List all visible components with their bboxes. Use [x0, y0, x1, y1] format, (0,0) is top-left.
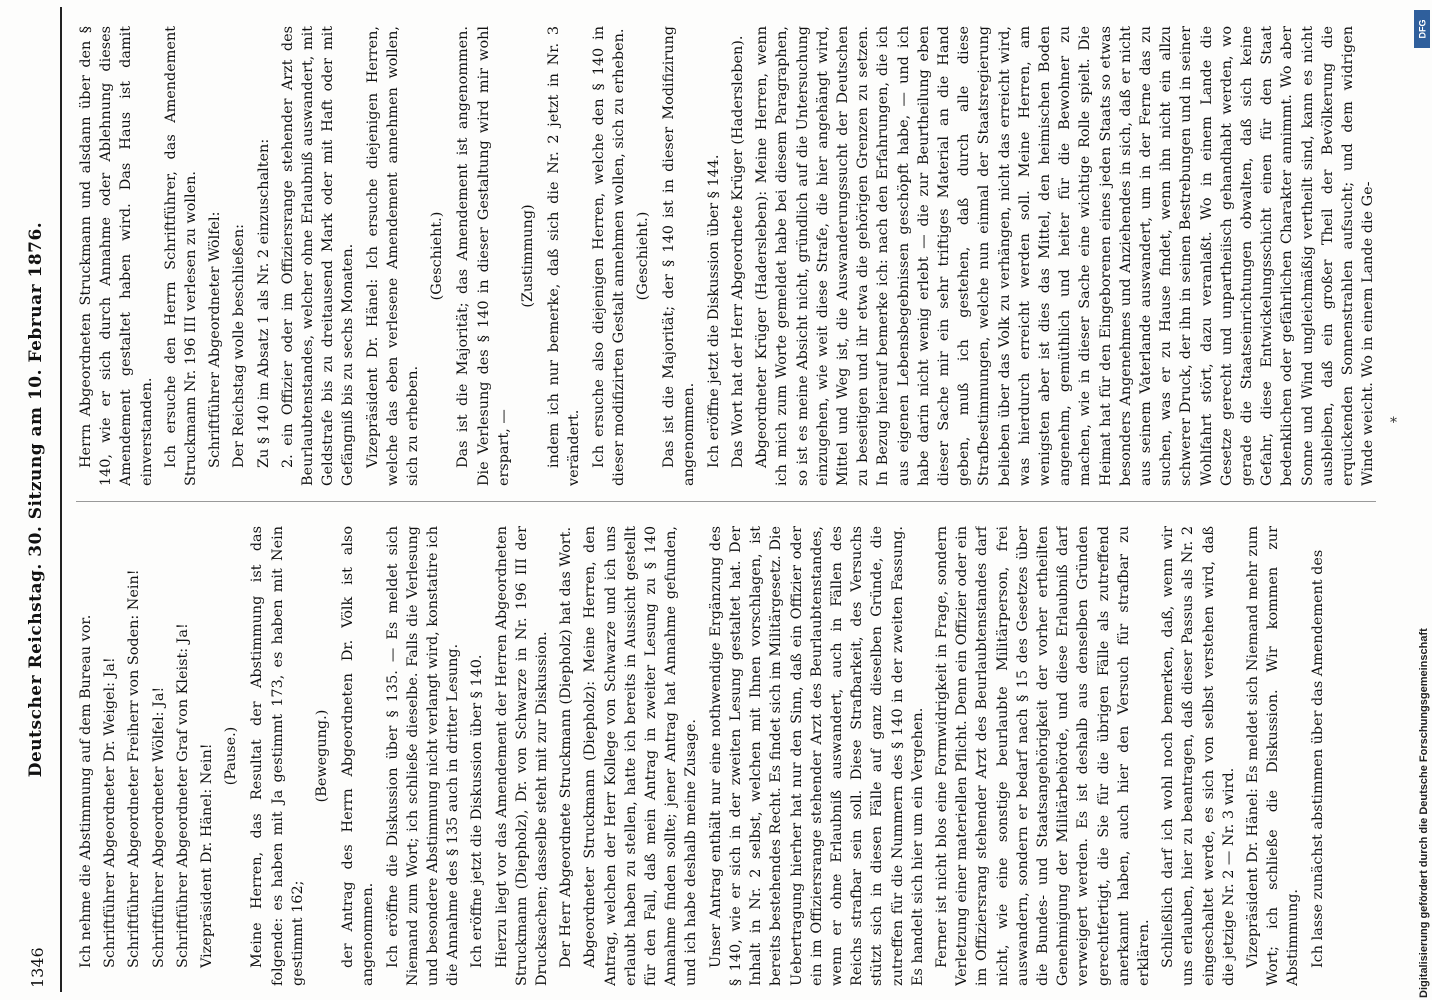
- paragraph: Hierzu liegt vor das Amendement der Herren Abgeordneten Struckmann (Diepholz), Dr. von Schwarze in Nr. 196 III der Drucksachen; dasselbe steht mit zur Diskussion.: [493, 526, 551, 986]
- stage-direction: (Geschieht.): [429, 211, 446, 301]
- paragraph: Unser Antrag enthält nur eine nothwendige Ergänzung des § 140, wie er sich in der zweiten Lesung gestaltet hat. Der Inhalt in Nr. 2 selbst, welchen mit Ihnen vorschlagen, ist bereits bestehendes Recht. Es findet sich im Militärgesetz. Die Uebertragung hierher hat nur den Sinn, daß ein Offizier oder ein im Offiziersrange stehender Arzt des Beurlaubtenstandes, wenn er ohne Erlaubniß auswandert, auch in Fällen des Reichs strafbar sein soll. Diese Strafbarkeit, des Versuchs stützt sich in diesen Fälle auf ganz dieselben Gründe, die zutreffen für die Nummern des § 140 in der zweiten Fassung. Es handelt sich hier um ein Vergehen.: [707, 526, 926, 986]
- dfg-logo: DFG: [1414, 10, 1430, 48]
- paragraph: Ich ersuche also diejenigen Herren, welche den § 140 in dieser modifizirten Gestalt annehmen wollen, sich zu erheben.: [590, 26, 627, 486]
- stage-direction: (Zustimmung): [520, 204, 537, 308]
- stage-direction: (Pause.): [223, 726, 240, 786]
- paragraph: Ich nehme die Abstimmung auf dem Bureau vor.: [78, 614, 94, 968]
- paragraph: Schriftführer Abgeordneter Wölfel:: [207, 211, 224, 468]
- paragraph: Ich eröffne jetzt die Diskussion über § 140.: [469, 654, 486, 968]
- paragraph: Abgeordneter Krüger (Hadersleben): Meine Herren, wenn ich mich zum Worte gemeldet habe bei diesem Paragraphen, so ist es meine Absicht nicht, gründlich auf die Untersuchung einzugehen, wie weit diese Strafe, die hier angehängt wird, Mittel und Weg ist, die Auswanderungssucht der Deutschen zu beseitigen und ihr etwa die gehörigen Grenzen zu setzen. In Bezug hierauf bemerke ich: nach den Erfahrungen, die ich aus eigenen Lebensbegebnissen geschöpft habe, — und ich habe darin nicht wenig erlebt — die zur Beurtheilung eben dieser Sache mir ein sehr triftiges Material an die Hand geben, muß ich gestehen, daß durch alle diese Strafbestimmungen, welche nun einmal der Staatsregierung belieben über das Volk zu verhängen, nicht das erreicht wird, was hierdurch erreicht werden soll. Meine Herren, am wenigsten aber ist dies das Mittel, den heimischen Boden angenehm, gemüthlich und heiter für die Bewohner zu machen, wie in dieser Sache eine wichtige Rolle spielt. Die Heimat hat für den Eingeborenen eines jeden Staats so etwas besonders Angenehmes und Anziehendes in sich, daß er nicht aus seinem Vaterlande auswandert, um in der Ferne das zu suchen, was er zu Hause findet, wenn ihn nicht ein allzu schwerer Druck, der ihn in seinen Bestrebungen und in seiner Wohlfahrt stört, dazu veranlaßt. Wo in einem Lande die Gesetze gerecht und unpartheiisch gehandhabt werden, wo gerade die Staatseinrichtungen obwalten, daß sich keine Gefahr, diese Entwickelungsschicht einen für den Staat bedenklichen oder gefährlichen Charakter annimmt. Wo aber Sonne und Wind ungleichmäßig vertheilt sind, kann es nicht ausbleiben, daß ein großer Theil der Bevölkerung die erquickenden Sonnenstrahlen aufsucht; und dem widrigen Winde weicht. Wo in einem Lande die Ge-: [754, 26, 1377, 486]
- paragraph: der Antrag des Herrn Abgeordneten Dr. Völk ist also angenommen.: [340, 526, 377, 986]
- paragraph: Abgeordneter Struckmann (Diepholz): Meine Herren, den Antrag, welchen der Herr Kollege von Schwarze und ich uns erlaubt haben zu stellen, hatte ich bereits in Aussicht gestellt für den Fall, daß mein Antrag in zweiter Lesung zu § 140 Annahme finden sollte; jener Antrag hat Annahme gefunden, und ich habe deshalb meine Zusage.: [582, 526, 700, 986]
- paragraph: Vizepräsident Dr. Hänel: Ich ersuche diejenigen Herren, welche das eben verlesene Amendement annehmen wollen, sich zu erheben.: [364, 26, 422, 486]
- paragraph: Schließlich darf ich wohl noch bemerken, daß, wenn wir uns erlauben, hier zu beantragen, daß dieser Passus als Nr. 2 eingeschaltet werde, es sich von selbst verstehen wird, daß die jetzige Nr. 2 — Nr. 3 wird.: [1160, 526, 1237, 986]
- stage-direction: (Bewegung.): [314, 709, 331, 803]
- paragraph: Schriftführer Abgeordneter Freiherr von Soden: Nein!: [126, 569, 143, 968]
- paragraph: Schriftführer Abgeordneter Wölfel: Ja!: [150, 686, 167, 968]
- column-divider: [76, 501, 1376, 502]
- paragraph: Das ist die Majorität; das Amendement ist angenommen. Die Verlesung des § 140 in dieser Gestaltung wird mir wohl erspart, —: [455, 26, 512, 486]
- paragraph: Schriftführer Abgeordneter Graf von Kleist: Ja!: [174, 623, 191, 968]
- paragraph: Ferner ist nicht blos eine Formwidrigkeit in Frage, sondern Verletzung einer materiellen Pflicht. Denn ein Offizier oder ein im Offiziersrang stehender Arzt des Beurlaubtenstandes darf nicht, wie eine sonstige beurlaubte Militärperson, frei auswandern, sondern er bedarf nach § 15 des Gesetzes über die Bundes- und Staatsangehörigkeit der vorher ertheilten Genehmigung der Militärbehörde, und diese Erlaubniß darf verweigert werden. Es ist deshalb aus denselben Gründen gerechtfertigt, die Sie für die übrigen Fälle als zutreffend anerkannt haben, auch hier den Versuch für strafbar zu erklären.: [933, 526, 1152, 986]
- paragraph: Schriftführer Abgeordneter Dr. Weigel: Ja!: [102, 657, 119, 968]
- digitization-credit: Digitalisierung gefördert durch die Deutsche Forschungsgemeinschaft: [1418, 628, 1430, 998]
- page-title: Deutscher Reichstag. 30. Sitzung am 10. Februar 1876.: [26, 221, 46, 778]
- paragraph: Ich eröffne jetzt die Diskussion über § 144.: [705, 154, 722, 468]
- left-column: [76, 526, 1386, 986]
- paragraph: Herrn Abgeordneten Struckmann und alsdann über den § 140, wie er sich durch Annahme oder Ablehnung dieses Amendement gestaltet haben wird. Das Haus ist damit einverstanden.: [78, 26, 155, 486]
- paragraph: Ich lasse zunächst abstimmen über das Amendement des: [1309, 549, 1326, 968]
- paragraph: Vizepräsident Dr. Hänel: Nein!: [199, 743, 216, 968]
- rotated-document-page: [20, 7, 1400, 992]
- page-number: 1346: [28, 947, 47, 988]
- right-column: [76, 26, 1386, 486]
- paragraph: Das Wort hat der Herr Abgeordnete Krüger (Hadersleben).: [729, 35, 746, 468]
- paragraph: Zu § 140 im Absatz 1 als Nr. 2 einzuschalten:: [255, 138, 272, 468]
- stage-direction: (Geschieht.): [635, 211, 652, 301]
- margin-mark: *: [1390, 415, 1397, 431]
- paragraph: Ich ersuche den Herrn Schriftführer, das Amendement Struckmann Nr. 196 III verlesen zu wollen.: [162, 26, 200, 486]
- paragraph: Meine Herren, das Resultat der Abstimmung ist das folgende: es haben mit Ja gestimmt 173, es haben mit Nein gestimmt 162;: [249, 526, 306, 986]
- paragraph: Ich eröffne die Diskussion über § 135. — Es meldet sich Niemand zum Wort; ich schließe dieselbe. Falls die Verlesung und besondere Abstimmung nicht verlangt wird, konstatire ich die Annahme des § 135 auch in dritter Lesung.: [384, 526, 462, 986]
- page-header: [20, 7, 62, 992]
- paragraph: Der Herr Abgeordnete Struckmann (Diepholz) hat das Wort.: [558, 526, 575, 968]
- paragraph: Vizepräsident Dr. Hänel: Es meldet sich Niemand mehr zum Wort; ich schließe die Diskussion. Wir kommen zur Abstimmung.: [1244, 526, 1302, 986]
- paragraph: Das ist die Majorität; der § 140 ist in dieser Modifizirung angenommen.: [661, 26, 698, 486]
- paragraph: indem ich nur bemerke, daß sich die Nr. 2 jetzt in Nr. 3 verändert.: [546, 26, 583, 486]
- paragraph: Der Reichstag wolle beschließen:: [231, 223, 248, 468]
- paragraph: 2. ein Offizier oder im Offiziersrange stehender Arzt des Beurlaubtenstandes, welcher ohne Erlaubniß auswandert, mit Geldstrafe bis zu dreitausend Mark oder mit Haft oder mit Gefängniß bis zu sechs Monaten.: [279, 26, 357, 486]
